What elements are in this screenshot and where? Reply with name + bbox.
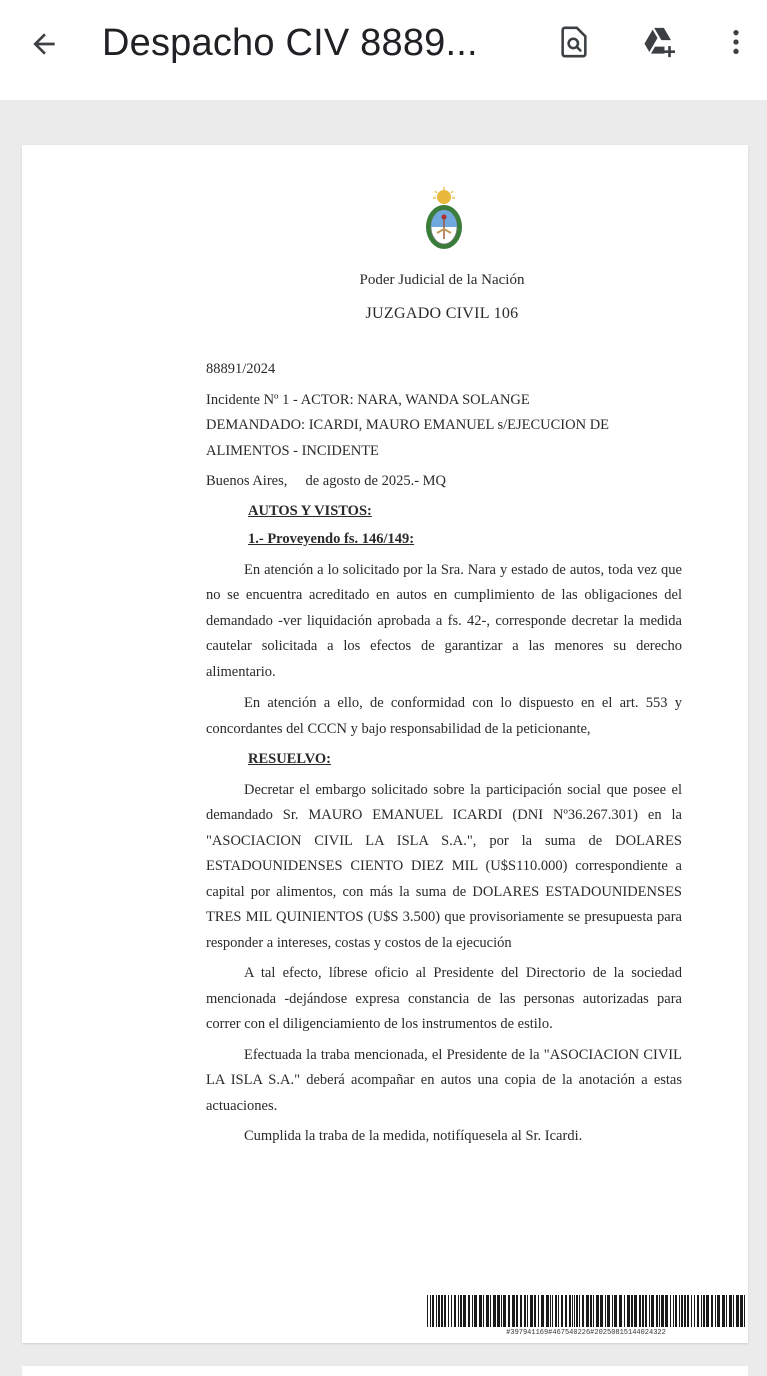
barcode-bar — [656, 1295, 658, 1327]
barcode-bar — [645, 1295, 647, 1327]
barcode-bar — [661, 1295, 664, 1327]
barcode-bar — [582, 1295, 584, 1327]
barcode-bar — [460, 1295, 462, 1327]
barcode-bar — [715, 1295, 716, 1327]
barcode-bar — [612, 1295, 613, 1327]
caption-line: DEMANDADO: ICARDI, MAURO EMANUEL s/EJECUCION DE — [206, 417, 610, 433]
barcode-bar — [530, 1295, 533, 1327]
barcode-bar — [729, 1295, 732, 1327]
app-bar — [0, 0, 767, 100]
barcode-bar — [508, 1295, 510, 1327]
more-options-button[interactable] — [712, 18, 760, 66]
barcode-bar — [687, 1295, 689, 1327]
barcode-bar — [649, 1295, 650, 1327]
document-title: Despacho CIV 8889... — [102, 22, 478, 64]
barcode-bar — [538, 1295, 539, 1327]
barcode-bar — [691, 1295, 692, 1327]
find-in-page-icon — [557, 25, 591, 59]
paragraph: Efectuada la traba mencionada, el Presidente de la "ASOCIACION CIVIL LA ISLA S.A." deberá acompañar en autos una copia de la anotación a estas actuaciones. — [206, 1046, 682, 1114]
barcode-bar — [546, 1295, 549, 1327]
barcode-bar — [552, 1295, 553, 1327]
document-viewer[interactable] — [0, 100, 767, 1371]
barcode-bar — [555, 1295, 557, 1327]
barcode — [427, 1295, 745, 1327]
barcode-bar — [483, 1295, 484, 1327]
barcode-bar — [444, 1295, 446, 1327]
court-name: Poder Judicial de la Nación — [359, 272, 525, 288]
more-vert-icon — [720, 26, 752, 58]
add-to-drive-button[interactable] — [636, 18, 684, 66]
barcode-bar — [631, 1295, 633, 1327]
barcode-bar — [726, 1295, 727, 1327]
barcode-bar — [558, 1295, 559, 1327]
paragraph: En atención a lo solicitado por la Sra. Nara y estado de autos, toda vez que no se encuentra acreditado en autos en cumplimiento de las obligaciones del demandado -ver liquidación aprobada a fs. 42-, corresponde decretar la medida cautelar solicitada a los efectos de garantizar a las menores su derecho alimentario. — [206, 561, 682, 680]
barcode-bar — [474, 1295, 477, 1327]
find-in-page-button[interactable] — [550, 18, 598, 66]
next-page-edge — [22, 1366, 748, 1376]
barcode-bar — [590, 1295, 592, 1327]
barcode-bar — [534, 1295, 536, 1327]
paragraph: A tal efecto, líbrese oficio al Presidente del Directorio de la sociedad mencionada -dejándose expresa constancia de las personas autorizadas para correr con el diligenciamiento de los instrumentos de estilo. — [206, 965, 682, 1032]
barcode-bar — [684, 1295, 686, 1327]
barcode-bar — [619, 1295, 622, 1327]
barcode-bar — [665, 1295, 668, 1327]
barcode-bar — [486, 1295, 489, 1327]
barcode-bar — [458, 1295, 459, 1327]
barcode-bar — [524, 1295, 526, 1327]
heading-autos-y-vistos: AUTOS Y VISTOS: — [248, 502, 372, 519]
barcode-bar — [503, 1295, 506, 1327]
barcode-bar — [490, 1295, 491, 1327]
barcode-bar — [733, 1295, 734, 1327]
barcode-bar — [432, 1295, 434, 1327]
barcode-bar — [574, 1295, 575, 1327]
barcode-bar — [516, 1295, 518, 1327]
barcode-bar — [565, 1295, 567, 1327]
barcode-bar — [438, 1295, 440, 1327]
barcode-bar — [430, 1295, 431, 1327]
barcode-bar — [706, 1295, 709, 1327]
barcode-bar — [472, 1295, 473, 1327]
barcode-number: #397941169#467540226#20250815144024322 — [506, 1329, 666, 1337]
barcode-bar — [740, 1295, 743, 1327]
barcode-bar — [670, 1295, 671, 1327]
barcode-bar — [454, 1295, 456, 1327]
barcode-bar — [659, 1295, 660, 1327]
national-coat-of-arms-icon — [420, 187, 468, 257]
paragraph: En atención a ello, de conformidad con lo dispuesto en el art. 553 y concordantes del CCCN y bajo responsabilidad de la peticionante, — [206, 695, 682, 737]
barcode-bar — [550, 1295, 551, 1327]
barcode-bar — [651, 1295, 654, 1327]
barcode-bar — [600, 1295, 603, 1327]
arrow-back-icon — [28, 28, 60, 60]
barcode-bar — [679, 1295, 680, 1327]
court-unit: JUZGADO CIVIL 106 — [365, 305, 519, 322]
barcode-bar — [463, 1295, 466, 1327]
barcode-bar — [436, 1295, 437, 1327]
barcode-bar — [634, 1295, 637, 1327]
case-number: 88891/2024 — [206, 361, 276, 377]
barcode-bar — [694, 1295, 695, 1327]
barcode-bar — [569, 1295, 571, 1327]
barcode-bar — [586, 1295, 589, 1327]
barcode-bar — [576, 1295, 578, 1327]
barcode-bar — [605, 1295, 606, 1327]
barcode-bar — [614, 1295, 617, 1327]
paragraph: Cumplida la traba de la medida, notifíquesela al Sr. Icardi. — [244, 1128, 583, 1144]
barcode-bar — [744, 1295, 745, 1327]
barcode-bar — [701, 1295, 702, 1327]
barcode-bar — [541, 1295, 544, 1327]
barcode-bar — [468, 1295, 470, 1327]
barcode-bar — [561, 1295, 563, 1327]
add-to-drive-icon — [640, 22, 680, 62]
barcode-bar — [681, 1295, 683, 1327]
barcode-bar — [711, 1295, 713, 1327]
caption-line: Incidente Nº 1 - ACTOR: NARA, WANDA SOLANGE — [206, 391, 530, 408]
barcode-bar — [627, 1295, 630, 1327]
document-body — [206, 357, 682, 1150]
barcode-bar — [579, 1295, 580, 1327]
date-line: Buenos Aires, de agosto de 2025.- MQ — [206, 473, 447, 489]
barcode-bar — [736, 1295, 739, 1327]
barcode-bar — [607, 1295, 610, 1327]
barcode-bar — [441, 1295, 443, 1327]
barcode-bar — [520, 1295, 522, 1327]
heading-resuelvo: RESUELVO: — [248, 751, 331, 767]
barcode-bar — [527, 1295, 528, 1327]
barcode-bar — [427, 1295, 428, 1327]
barcode-bar — [703, 1295, 705, 1327]
document-page — [22, 145, 748, 1343]
barcode-bar — [451, 1295, 452, 1327]
heading-proveyendo: 1.- Proveyendo fs. 146/149: — [248, 531, 415, 547]
barcode-bar — [572, 1295, 573, 1327]
barcode-bar — [448, 1295, 449, 1327]
barcode-bar — [493, 1295, 496, 1327]
barcode-bar — [596, 1295, 599, 1327]
barcode-bar — [479, 1295, 482, 1327]
barcode-bar — [722, 1295, 725, 1327]
barcode-bar — [593, 1295, 594, 1327]
paragraph: Decretar el embargo solicitado sobre la participación social que posee el demandado Sr. MAURO EMANUEL ICARDI (DNI Nº36.267.301) en la "ASOCIACION CIVIL LA ISLA S.A.", por la suma de DOLARES ESTADOUNIDENSES CIENTO DIEZ MIL (U$S110.000) correspondiente a capital por alimentos, con más la suma de DOLARES ESTADOUNIDENSES TRES MIL QUINIENTOS (U$S 3.500) que provisoriamente se presupuesta para responder a intereses, costas y costos de la ejecución — [206, 781, 682, 951]
barcode-bar — [642, 1295, 644, 1327]
barcode-bar — [675, 1295, 677, 1327]
barcode-bar — [717, 1295, 720, 1327]
barcode-bar — [497, 1295, 500, 1327]
barcode-bar — [697, 1295, 699, 1327]
back-button[interactable] — [20, 20, 68, 68]
barcode-bar — [673, 1295, 674, 1327]
barcode-bar — [624, 1295, 625, 1327]
barcode-bar — [501, 1295, 502, 1327]
caption-line: ALIMENTOS - INCIDENTE — [206, 442, 379, 459]
barcode-bar — [512, 1295, 515, 1327]
barcode-bar — [639, 1295, 641, 1327]
